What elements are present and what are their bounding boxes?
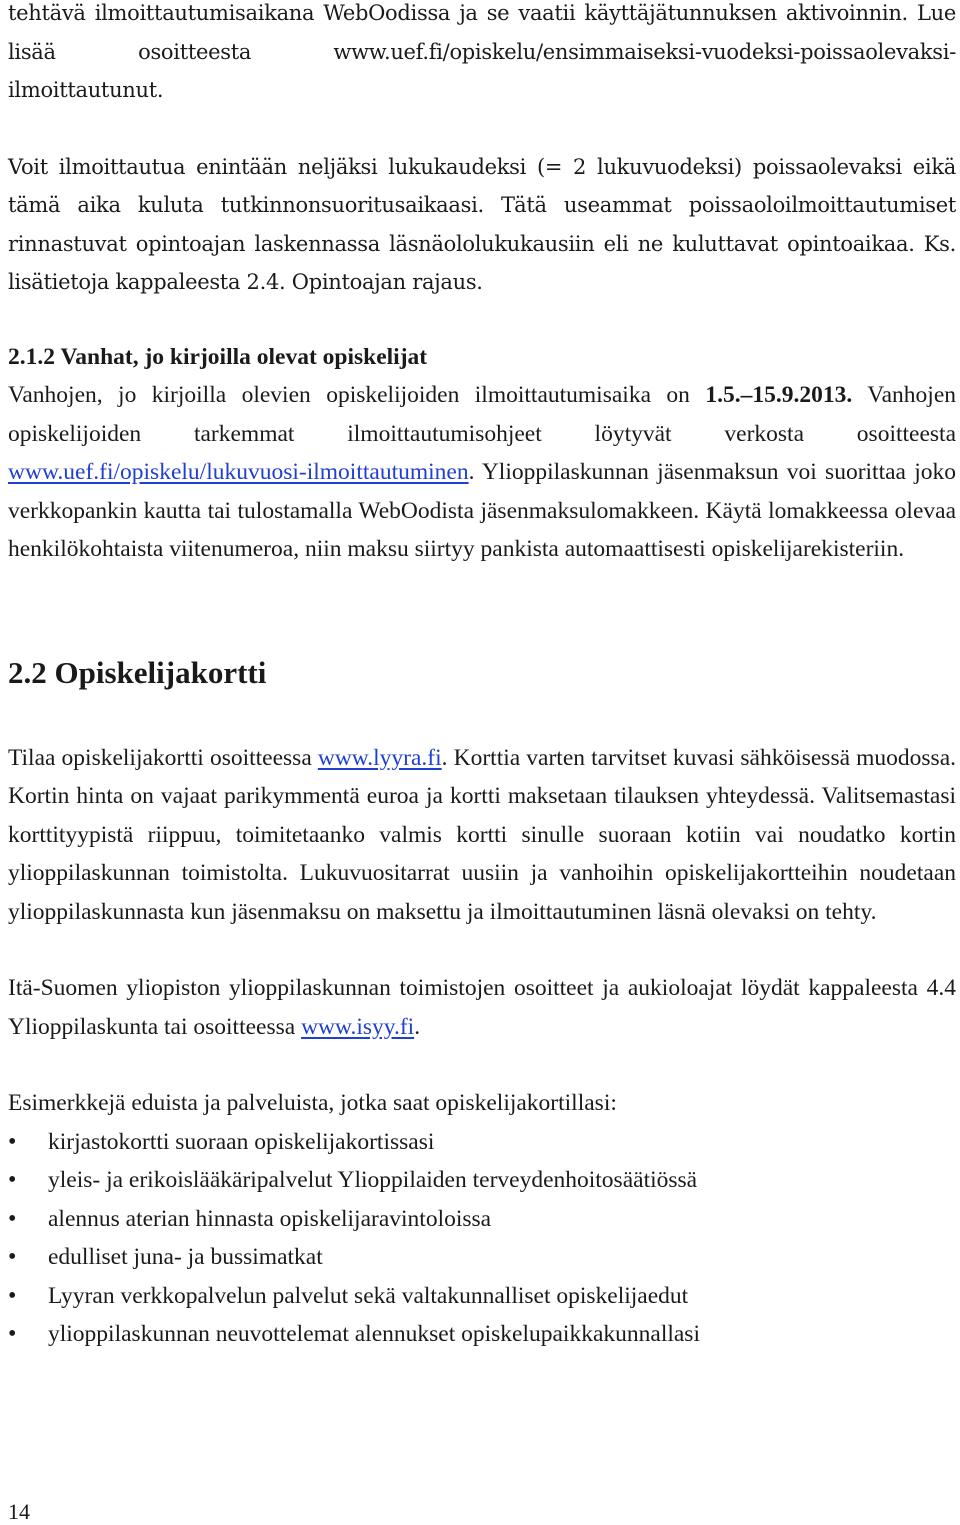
student-card-text-1: Tilaa opiskelijakortti osoitteessa (8, 744, 318, 771)
registration-dates: 1.5.–15.9.2013. (705, 382, 853, 408)
benefit-text: edulliset juna- ja bussimatkat (48, 1244, 323, 1270)
section-22-heading: 2.2 Opiskelijakortti (8, 654, 267, 690)
benefit-text: alennus aterian hinnasta opiskelijaravintoloissa (48, 1205, 492, 1232)
bullet-icon: • (8, 1244, 17, 1270)
section-212-heading: 2.1.2 Vanhat, jo kirjoilla olevat opiskelijat (8, 343, 428, 370)
benefit-text: yleis- ja erikoislääkäripalvelut Ylioppilaiden terveydenhoitosäätiössä (48, 1167, 698, 1193)
list-item (8, 1200, 956, 1239)
benefit-text: kirjastokortti suoraan opiskelijakortissasi (48, 1128, 435, 1155)
intro-paragraph-1-text: tehtävä ilmoittautumisaikana WebOodissa ja se vaatii käyttäjätunnuksen aktivoinnin. Lue lisää osoitteesta www.uef.fi/opiskelu/ensimmaiseksi-vuodeksi-poissaolevaksi-ilmoittautunut. (8, 1, 956, 102)
benefit-text: ylioppilaskunnan neuvottelemat alennukset opiskelupaikkakunnallasi (48, 1321, 700, 1347)
section-212-text-1: Vanhojen, jo kirjoilla olevien opiskelijoiden ilmoittautumisaika on (8, 382, 706, 408)
benefits-intro: Esimerkkejä eduista ja palveluista, jotka saat opiskelijakortillasi: (8, 1090, 617, 1116)
document-page (8, 0, 956, 1354)
intro-paragraph-2-text: Voit ilmoittautua enintään neljäksi lukukaudeksi (= 2 lukuvuodeksi) poissaolevaksi eikä tämä aika kuluta tutkinnonsuoritusaikaasi. Tätä useammat poissaoloilmoittautumiset rinnastuvat opintoajan laskennassa läsnäololukukausiin eli ne kuluttavat opintoaikaa. Ks. lisätietoja kappaleesta 2.4. Opintoajan rajaus. (8, 154, 956, 294)
list-item (8, 1161, 956, 1200)
bullet-icon: • (8, 1205, 17, 1232)
bullet-icon: • (8, 1167, 17, 1193)
student-union-offices-text-2: . (414, 1013, 421, 1040)
registration-instructions-link[interactable]: www.uef.fi/opiskelu/lukuvuosi-ilmoittautuminen (8, 459, 469, 485)
bullet-icon: • (8, 1321, 17, 1347)
list-item (8, 1238, 956, 1277)
bullet-icon: • (8, 1282, 17, 1309)
student-card-paragraph (8, 739, 956, 932)
list-item (8, 1315, 956, 1354)
bullet-icon: • (8, 1128, 17, 1155)
section-212-text-3: . Ylioppilaskunnan jäsenmaksun voi suorittaa joko verkkopankin kautta tai tulostamalla WebOodista jäsenmaksulomakkeen. Käytä lomakkeessa olevaa henkilökohtaista viitenumeroa, niin maksu siirtyy pankista automaattisesti opiskelijarekisteriin. (8, 459, 956, 562)
list-item (8, 1123, 956, 1162)
section-212-paragraph (8, 376, 956, 569)
benefit-text: Lyyran verkkopalvelun palvelut sekä valtakunnalliset opiskelijaedut (48, 1282, 689, 1309)
student-union-offices-text-1: Itä-Suomen yliopiston ylioppilaskunnan toimistojen osoitteet ja aukioloajat löydät kappaleesta 4.4 Ylioppilaskunta tai osoitteessa (8, 975, 956, 1040)
isyy-link[interactable]: www.isyy.fi (301, 1013, 415, 1040)
section-212-text-2: Vanhojen opiskelijoiden tarkemmat ilmoittautumisohjeet löytyvät verkosta osoitteesta (8, 382, 956, 447)
student-card-text-2: . Korttia varten tarvitset kuvasi sähköisessä muodossa. Kortin hinta on vajaat parikymmentä euroa ja kortti maksetaan tilauksen yhteydessä. Valitsemastasi korttityypistä riippuu, toimitetaanko valmis kortti sinulle suoraan kotiin vai noudatko kortin ylioppilaskunnan toimistolta. Lukuvuositarrat uusiin ja vanhoihin opiskelijakortteihin noudetaan ylioppilaskunnasta kun jäsenmaksu on maksettu ja ilmoittautuminen läsnä olevaksi on tehty. (8, 744, 956, 925)
benefits-list (8, 1123, 956, 1354)
intro-paragraph-1 (8, 0, 956, 110)
student-union-offices-paragraph (8, 969, 956, 1046)
page-number: 14 (8, 1499, 30, 1524)
lyyra-link[interactable]: www.lyyra.fi (317, 744, 442, 771)
list-item (8, 1277, 956, 1316)
intro-paragraph-2 (8, 148, 956, 302)
